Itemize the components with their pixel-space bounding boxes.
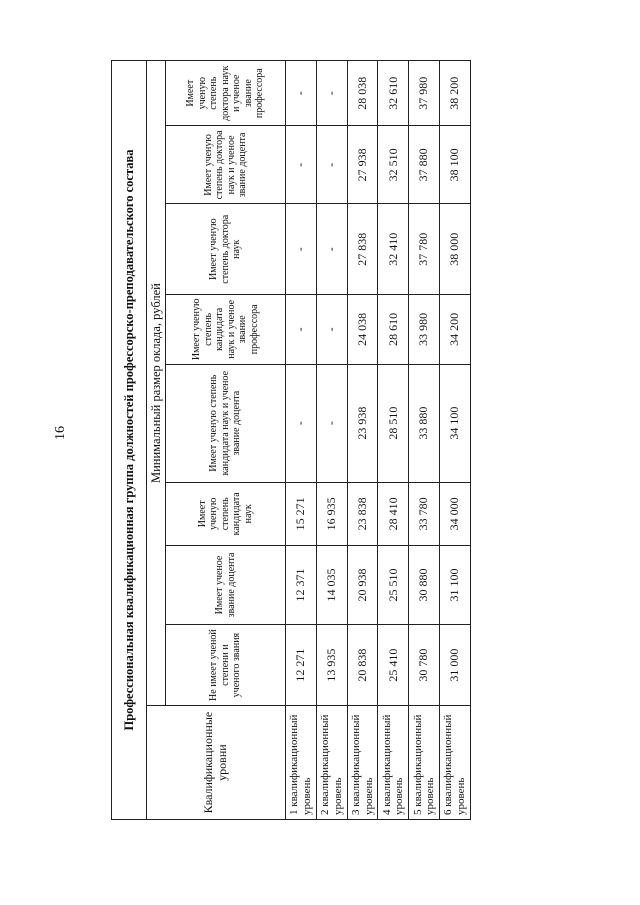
salary-cell: 33 780 — [409, 482, 440, 545]
salary-cell: 20 838 — [347, 625, 378, 706]
salary-cell: 25 410 — [378, 625, 409, 706]
salary-table — [111, 60, 471, 820]
salary-cell: 13 935 — [316, 625, 347, 706]
level-label: 3 квалификационный уровень — [347, 706, 378, 820]
salary-cell: 20 938 — [347, 545, 378, 624]
salary-cell: - — [316, 204, 347, 295]
level-label: 1 квалификационный уровень — [286, 706, 317, 820]
salary-cell: 38 100 — [440, 126, 471, 204]
salary-cell: 38 200 — [440, 61, 471, 126]
salary-cell: 12 371 — [286, 545, 317, 624]
column-header: Имеет ученую степень доктора наук и ученое звание доцента — [166, 126, 286, 204]
table-rotation-wrapper — [111, 60, 471, 820]
salary-cell: 28 038 — [347, 61, 378, 126]
salary-cell: 25 510 — [378, 545, 409, 624]
salary-cell: 31 100 — [440, 545, 471, 624]
salary-cell: 30 880 — [409, 545, 440, 624]
column-header: Имеет ученую степень доктора наук и ученое звание профессора — [166, 61, 286, 126]
table-row — [409, 61, 440, 820]
salary-cell: - — [316, 295, 347, 365]
column-header: Имеет ученую степень кандидата наук и ученое звание профессора — [166, 295, 286, 365]
table-row — [347, 61, 378, 820]
level-label: 6 квалификационный уровень — [440, 706, 471, 820]
salary-cell: 12 271 — [286, 625, 317, 706]
level-label: 4 квалификационный уровень — [378, 706, 409, 820]
rotated-table-area — [111, 60, 471, 820]
salary-cell: 28 610 — [378, 295, 409, 365]
salary-cell: 15 271 — [286, 482, 317, 545]
table-subheader-row — [147, 61, 166, 820]
page-number: 16 — [53, 426, 68, 440]
salary-cell: 37 780 — [409, 204, 440, 295]
column-header: Имеет ученую степень кандидата наук и ученое звание доцента — [166, 364, 286, 482]
column-header-row — [166, 61, 286, 820]
salary-cell: 28 510 — [378, 364, 409, 482]
salary-cell: - — [286, 364, 317, 482]
salary-cell: - — [316, 364, 347, 482]
column-header: Имеет ученую степень доктора наук — [166, 204, 286, 295]
salary-cell: 16 935 — [316, 482, 347, 545]
table-row — [286, 61, 317, 820]
salary-cell: 32 610 — [378, 61, 409, 126]
salary-cell: - — [286, 61, 317, 126]
column-header: Имеет ученое звание доцента — [166, 545, 286, 624]
table-title: Профессиональная квалификационная группа должностей профессорско-преподавательского состава — [112, 61, 147, 820]
level-label: 2 квалификационный уровень — [316, 706, 347, 820]
salary-cell: - — [286, 126, 317, 204]
salary-cell: 38 000 — [440, 204, 471, 295]
salary-cell: - — [316, 126, 347, 204]
row-header: Квалификационные уровни — [147, 706, 286, 820]
salary-cell: 27 838 — [347, 204, 378, 295]
salary-cell: 37 880 — [409, 126, 440, 204]
salary-cell: 37 980 — [409, 61, 440, 126]
salary-cell: 32 410 — [378, 204, 409, 295]
table-row — [378, 61, 409, 820]
table-title-row — [112, 61, 147, 820]
salary-cell: 24 038 — [347, 295, 378, 365]
table-row — [440, 61, 471, 820]
table-subheader: Минимальный размер оклада, рублей — [147, 61, 166, 706]
salary-cell: 33 880 — [409, 364, 440, 482]
salary-cell: 33 980 — [409, 295, 440, 365]
salary-cell: 31 000 — [440, 625, 471, 706]
salary-cell: 32 510 — [378, 126, 409, 204]
level-label: 5 квалификационный уровень — [409, 706, 440, 820]
column-header: Не имеет ученой степени и ученого звания — [166, 625, 286, 706]
salary-cell: 23 838 — [347, 482, 378, 545]
salary-cell: 23 938 — [347, 364, 378, 482]
table-row — [316, 61, 347, 820]
salary-cell: 30 780 — [409, 625, 440, 706]
salary-cell: - — [316, 61, 347, 126]
column-header: Имеет ученую степень кандидата наук — [166, 482, 286, 545]
salary-cell: 34 200 — [440, 295, 471, 365]
salary-cell: - — [286, 204, 317, 295]
salary-cell: 27 938 — [347, 126, 378, 204]
salary-cell: 28 410 — [378, 482, 409, 545]
salary-cell: 14 035 — [316, 545, 347, 624]
salary-cell: 34 100 — [440, 364, 471, 482]
salary-cell: 34 000 — [440, 482, 471, 545]
salary-cell: - — [286, 295, 317, 365]
